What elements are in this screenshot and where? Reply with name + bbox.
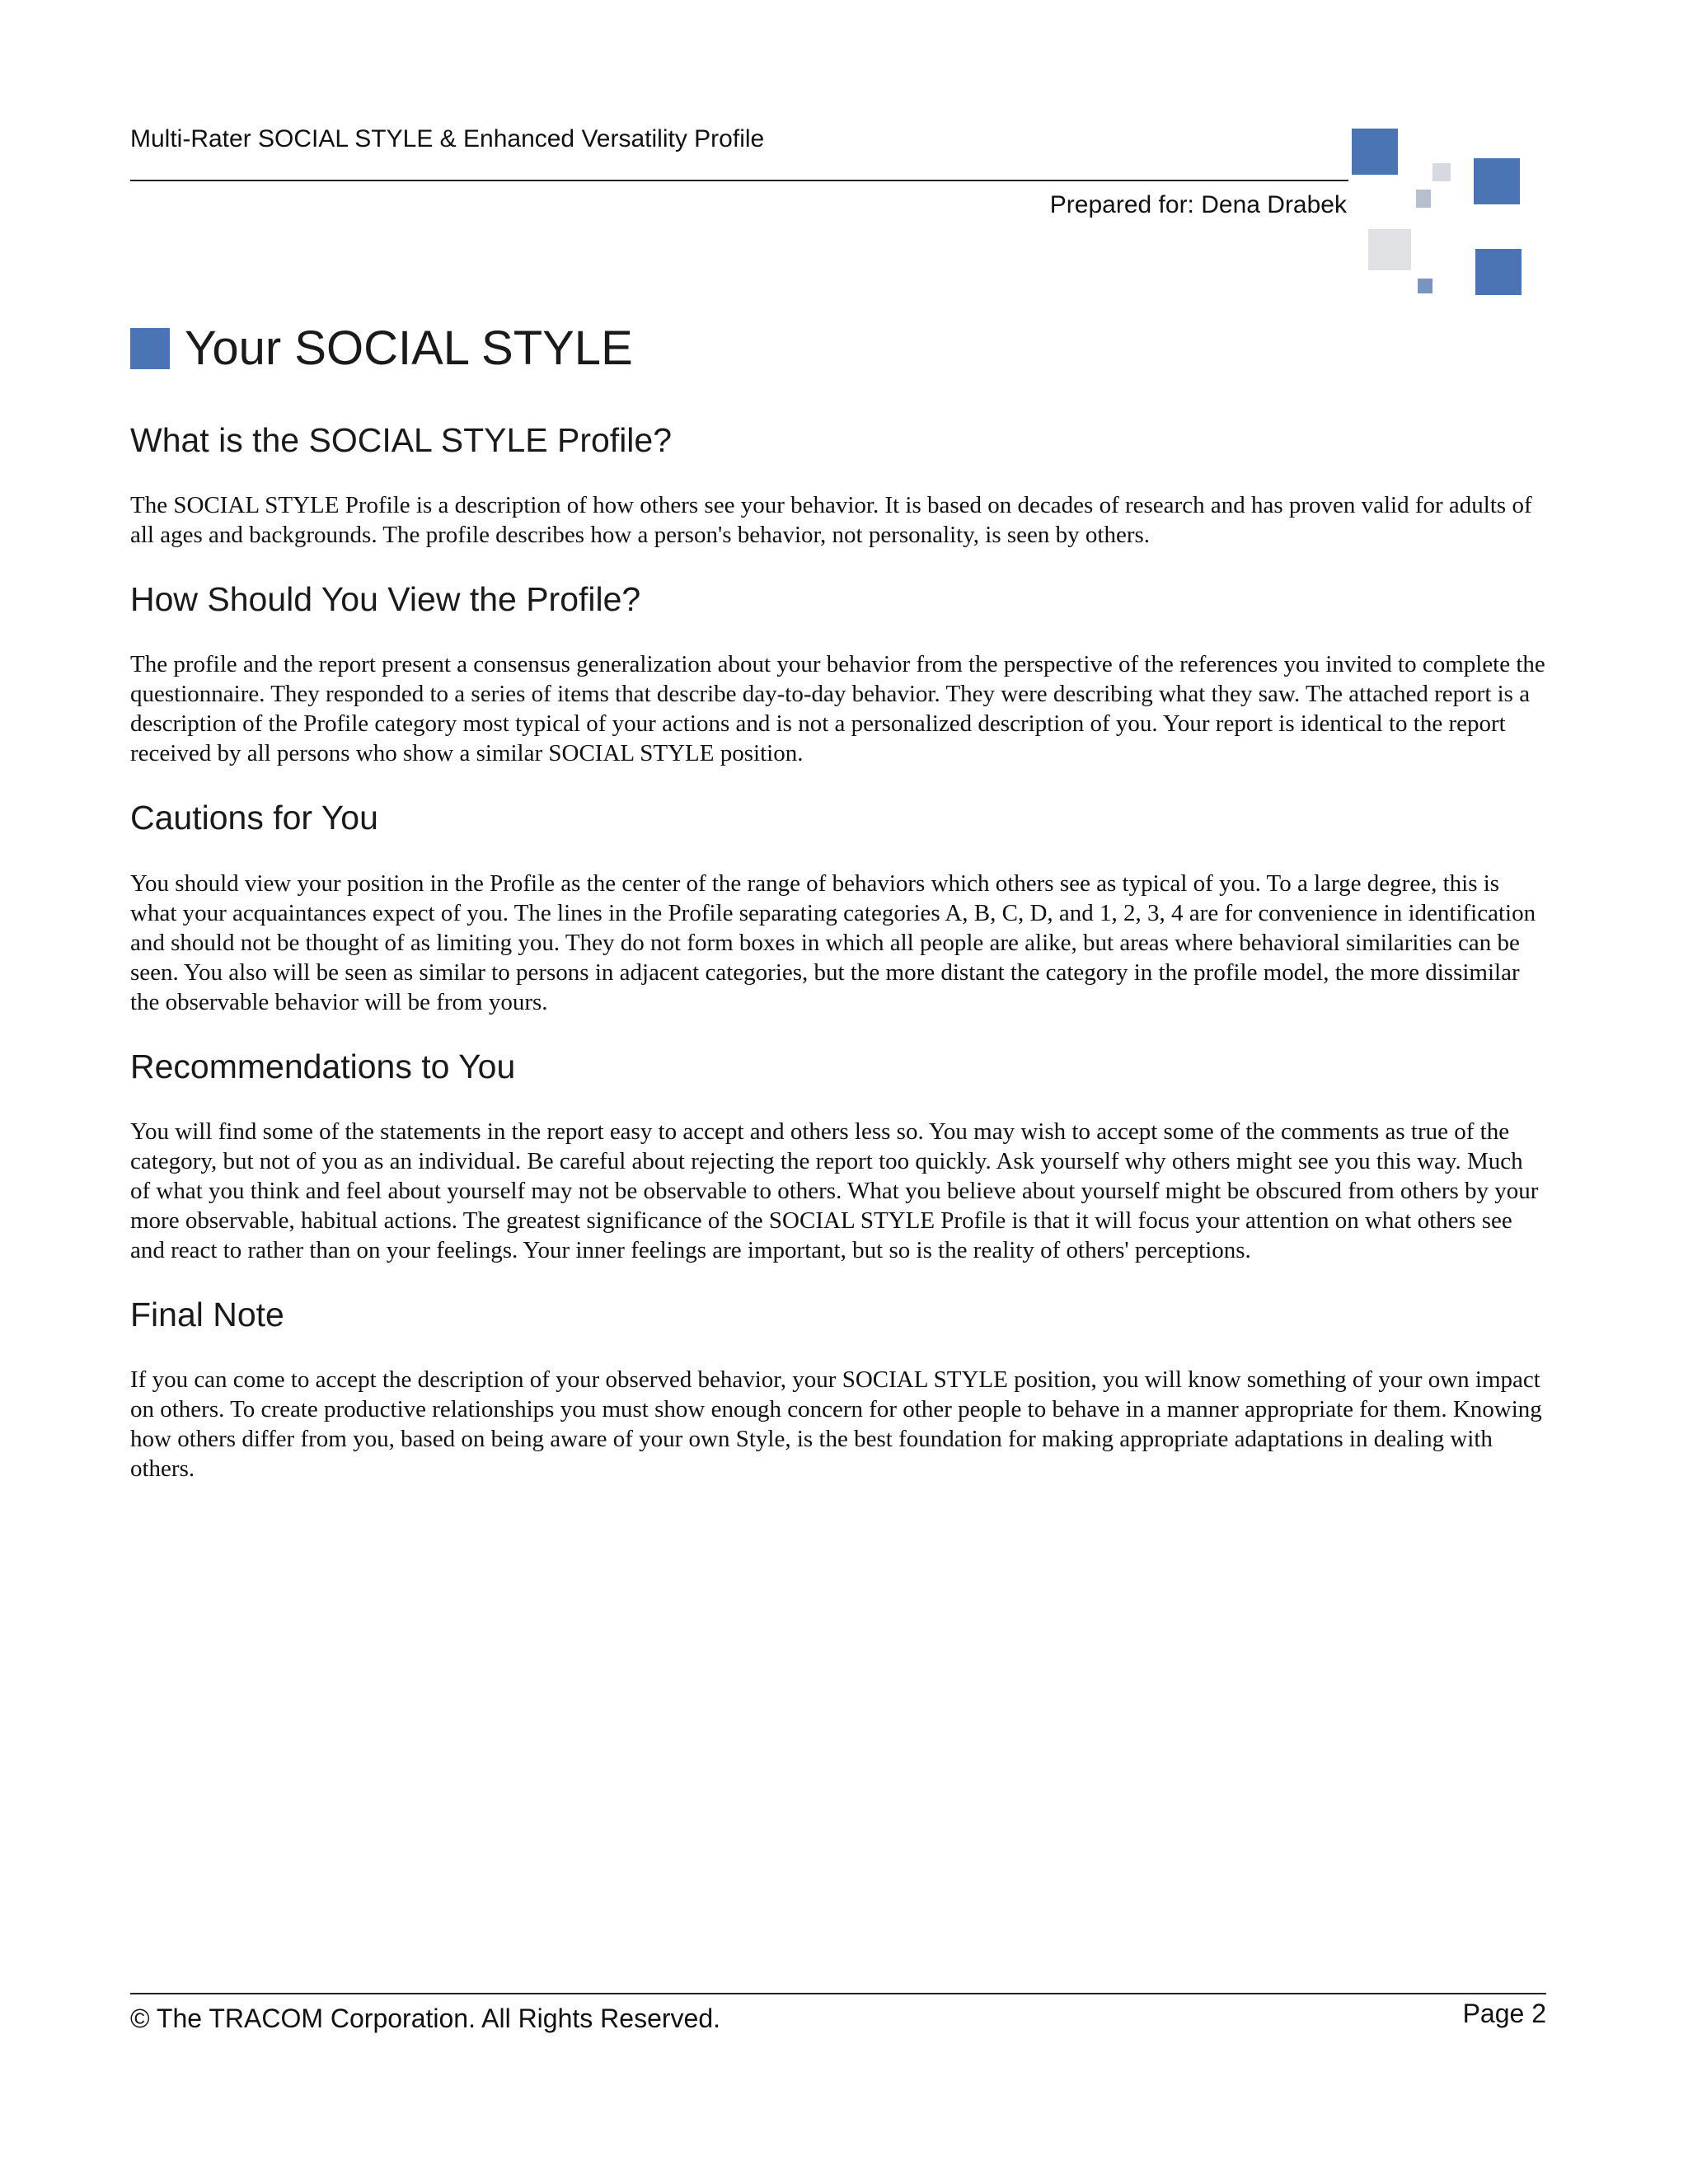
section-recommendations xyxy=(130,1047,1548,1265)
tracom-logo-icon xyxy=(1352,124,1541,305)
logo-square xyxy=(1418,279,1432,293)
logo-square xyxy=(1368,229,1411,270)
section-how-to-view xyxy=(130,579,1548,768)
logo-square xyxy=(1474,158,1520,204)
logo-square xyxy=(1416,190,1431,208)
section-body: The profile and the report present a consensus generalization about your behavior from the perspective of the references you invited to complete the questionnaire. They responded to a series of items that describe day-to-day behavior. They were describing what they saw. The attached report is a description of the Profile category most typical of your actions and is not a personalized description of you. Your report is identical to the report received by all persons who show a similar SOCIAL STYLE position. xyxy=(130,651,1545,767)
section-body: If you can come to accept the description of your observed behavior, your SOCIAL STYLE position, you will know something of your own impact on others. To create productive relationships you must show enough concern for other people to behave in a manner appropriate for them. Knowing how others differ from you, based on being aware of your own Style, is the best foundation for making appropriate adaptations in dealing with others. xyxy=(130,1366,1542,1482)
section-title-block xyxy=(130,320,633,377)
logo-square xyxy=(1475,249,1522,295)
section-final-note xyxy=(130,1295,1548,1483)
report-title: Multi-Rater SOCIAL STYLE & Enhanced Versatility Profile xyxy=(130,125,765,152)
prepared-for: Prepared for: Dena Drabek xyxy=(1049,191,1347,218)
main-content xyxy=(130,420,1548,1513)
section-heading: Cautions for You xyxy=(130,799,378,837)
footer-divider xyxy=(130,1993,1546,1994)
logo-square xyxy=(1352,129,1398,175)
section-heading: What is the SOCIAL STYLE Profile? xyxy=(130,421,673,459)
section-title: Your SOCIAL STYLE xyxy=(185,321,633,375)
title-square-icon xyxy=(130,328,170,369)
section-cautions xyxy=(130,798,1548,1016)
section-body: The SOCIAL STYLE Profile is a description of how others see your behavior. It is based on decades of research and has proven valid for adults of all ages and backgrounds. The profile describes how a person's behavior, not personality, is seen by others. xyxy=(130,492,1532,549)
section-heading: Recommendations to You xyxy=(130,1047,516,1085)
section-body: You should view your position in the Profile as the center of the range of behaviors which others see as typical of you. To a large degree, this is what your acquaintances expect of you. The lines in the Profile separating categories A, B, C, D, and 1, 2, 3, 4 are for convenience in identification and should not be thought of as limiting you. They do not form boxes in which all people are alike, but areas where behavioral similarities can be seen. You also will be seen as similar to persons in adjacent categories, but the more distant the category in the profile model, the more dissimilar the observable behavior will be from yours. xyxy=(130,869,1536,1015)
logo-square xyxy=(1432,163,1451,181)
section-heading: Final Note xyxy=(130,1295,284,1333)
section-what-is xyxy=(130,420,1548,550)
section-body: You will find some of the statements in the report easy to accept and others less so. You may wish to accept some of the comments as true of the category, but not of you as an individual. Be careful about rejecting the report too quickly. Ask yourself why others might see you this way. Much of what you think and feel about yourself may not be observable to others. What you believe about yourself might be obscured from others by your more observable, habitual actions. The greatest significance of the SOCIAL STYLE Profile is that it will focus your attention on what others see and react to rather than on your feelings. Your inner feelings are important, but so is the reality of others' perceptions. xyxy=(130,1118,1539,1263)
section-heading: How Should You View the Profile? xyxy=(130,580,641,619)
copyright-notice: © The TRACOM Corporation. All Rights Reserved. xyxy=(130,2004,720,2033)
header-divider xyxy=(130,180,1348,181)
page-number: Page 2 xyxy=(1462,1999,1546,2028)
